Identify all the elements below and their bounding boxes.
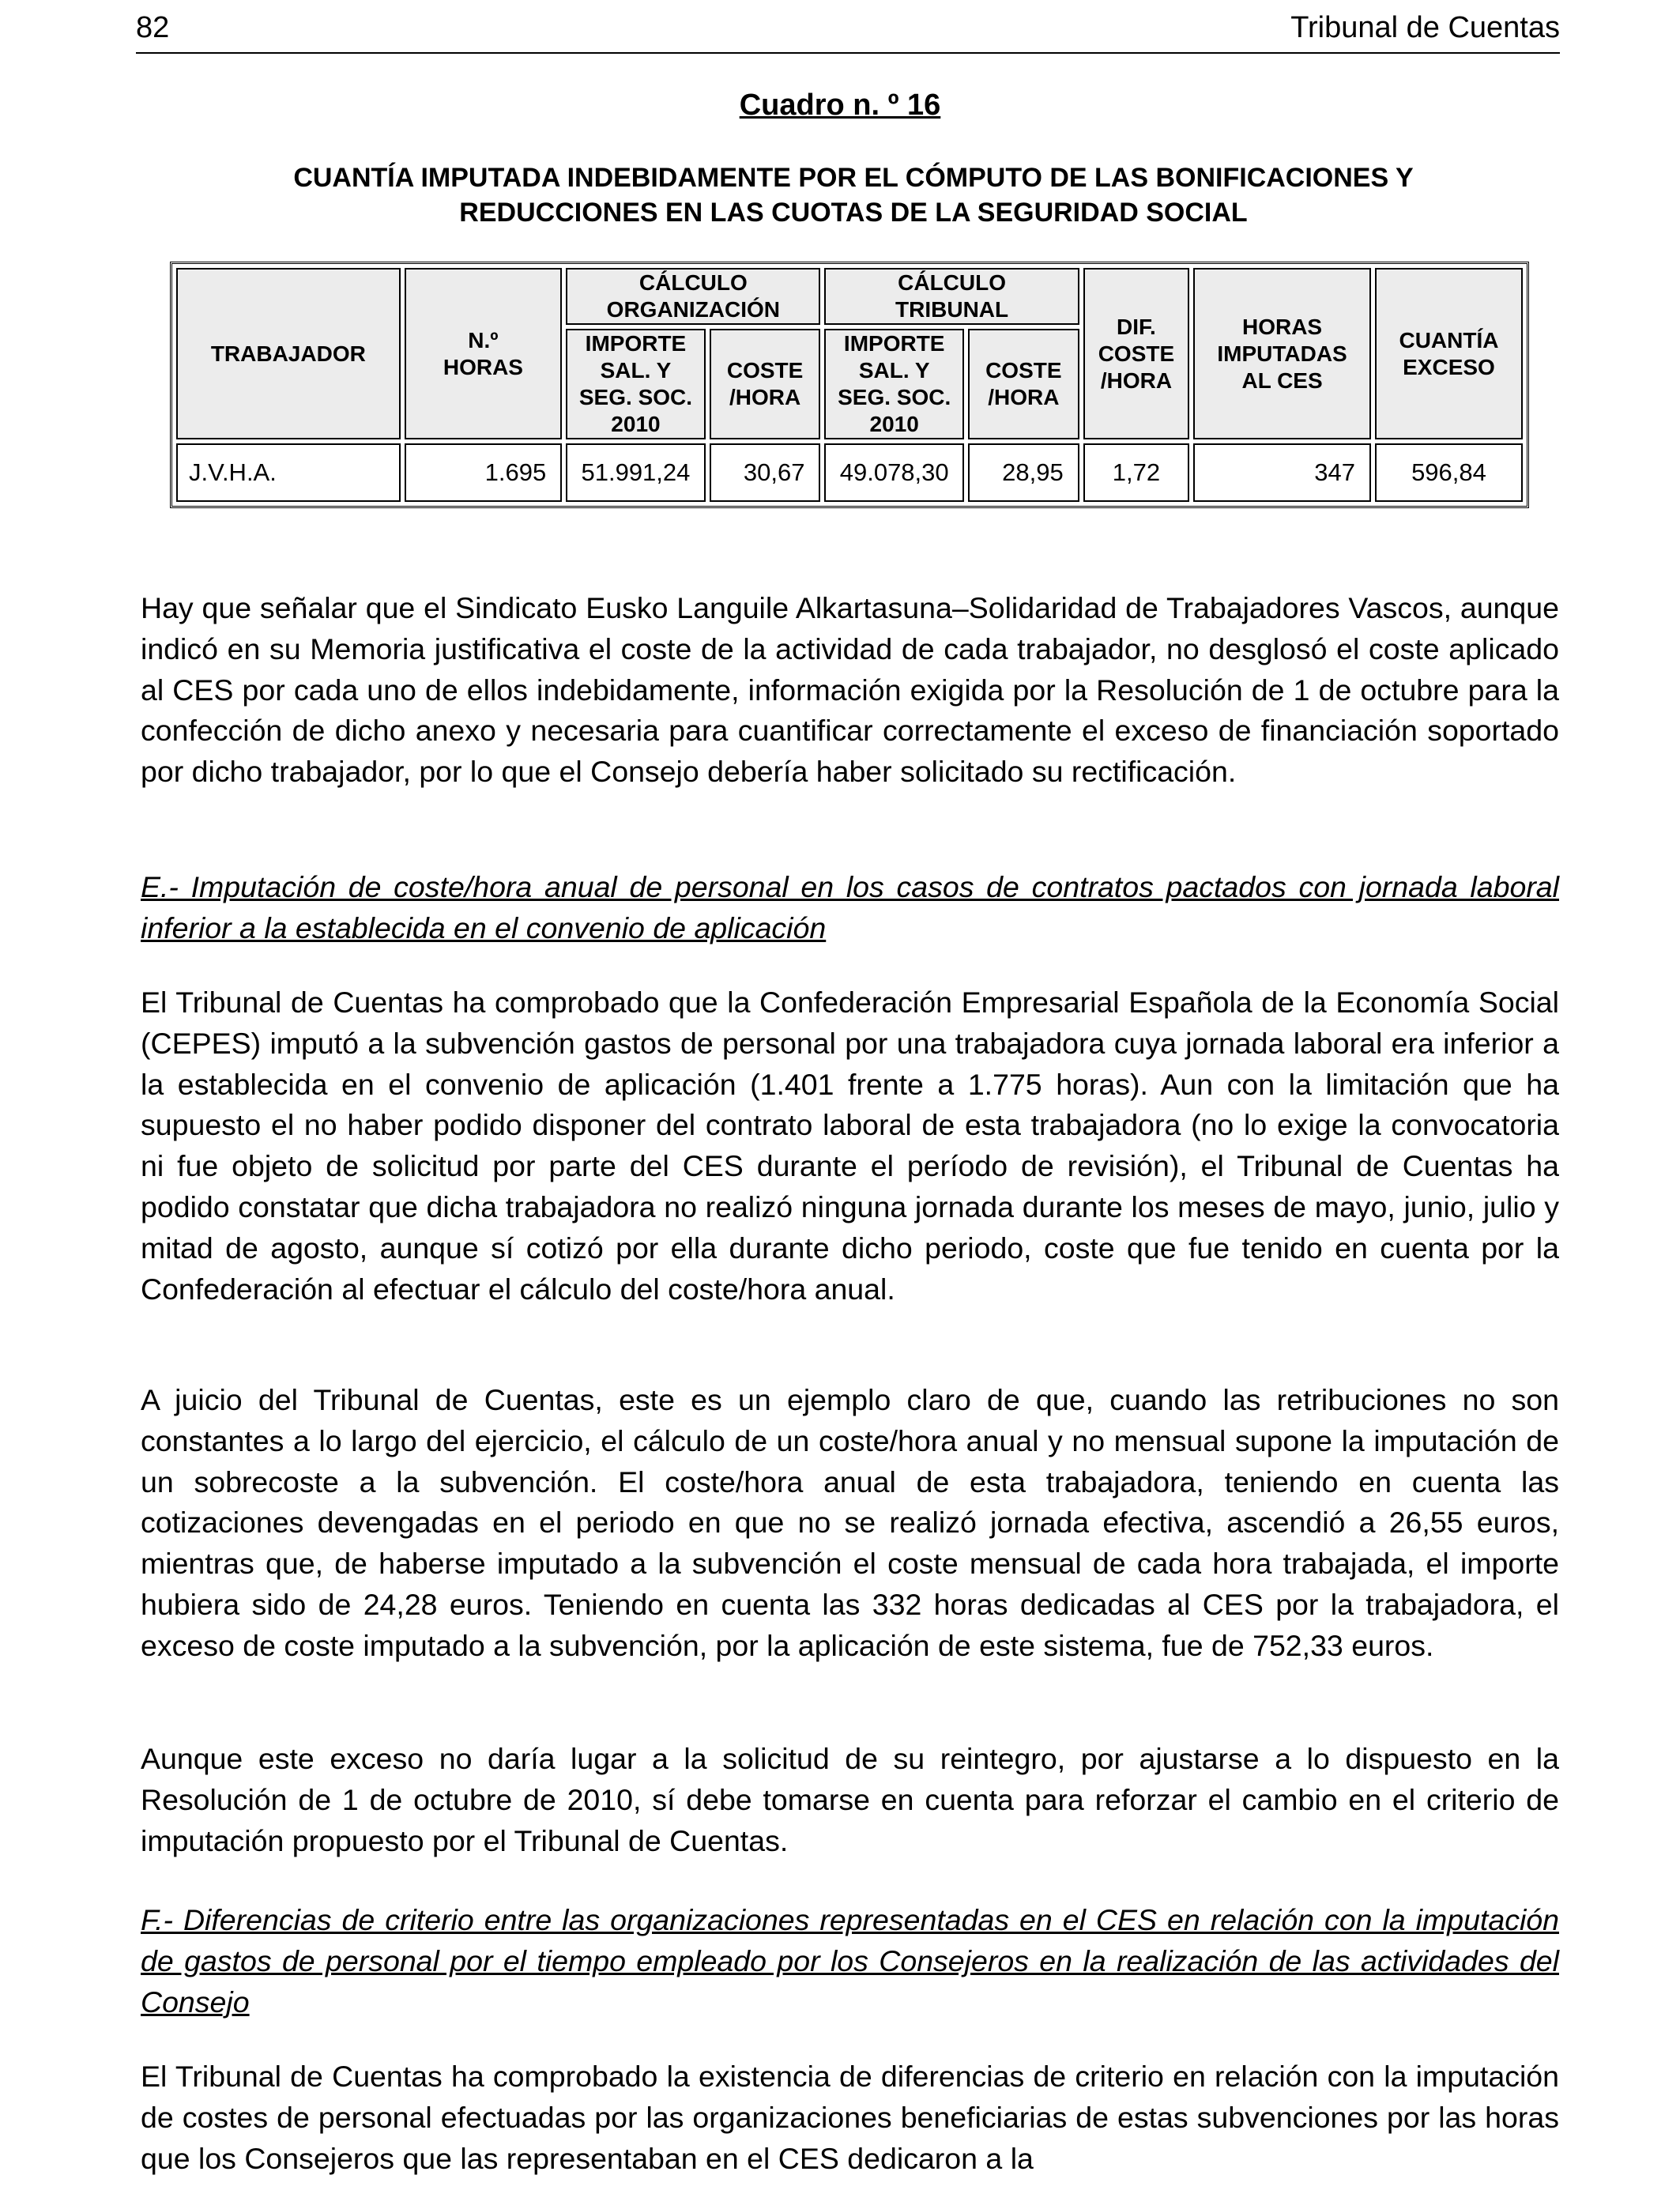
section-e-title: E.- Imputación de coste/hora anual de personal en los casos de contratos pactados con jornada laboral inferior a la establecida en el convenio de aplicación	[141, 870, 1559, 944]
page-number: 82	[136, 11, 170, 44]
cell-horas: 1.695	[405, 443, 563, 502]
data-table	[170, 262, 1529, 508]
page-header	[136, 6, 1560, 54]
section-f-title: F.- Diferencias de criterio entre las organizaciones representadas en el CES en relación con la imputación de gastos de personal por el tiempo empleado por los Consejeros en la realización de las actividades del Consejo	[141, 1903, 1559, 2019]
header-trabajador: TRABAJADOR	[176, 268, 401, 439]
cell-org-coste: 30,67	[710, 443, 821, 502]
cell-trib-coste: 28,95	[968, 443, 1079, 502]
cell-horas-ces: 347	[1193, 443, 1371, 502]
paragraph-3: A juicio del Tribunal de Cuentas, este es un ejemplo claro de que, cuando las retribuciones no son constantes a lo largo del ejercicio, el cálculo de un coste/hora anual y no mensual supone la imputación de un sobrecoste a la subvención. El coste/hora anual de esta trabajadora, teniendo en cuenta las cotizaciones devengadas en el periodo en que no se realizó jornada efectiva, ascendió a 26,55 euros, mientras que, de haberse imputado a la subvención el coste mensual de cada hora trabajada, el importe hubiera sido de 24,28 euros. Teniendo en cuenta las 332 horas dedicadas al CES por la trabajadora, el exceso de coste imputado a la subvención, por la aplicación de este sistema, fue de 752,33 euros.	[141, 1383, 1559, 1662]
header-trib-importe: IMPORTE SAL. Y SEG. SOC. 2010	[824, 329, 963, 439]
paragraph-2: El Tribunal de Cuentas ha comprobado que la Confederación Empresarial Española de la Economía Social (CEPES) imputó a la subvención gastos de personal por una trabajadora cuya jornada laboral era inferior a la establecida en el convenio de aplicación (1.401 frente a 1.775 horas). Aun con la limitación que ha supuesto el no haber podido disponer del contrato laboral de esta trabajadora (no lo exige la convocatoria ni fue objeto de solicitud por parte del CES durante el período de revisión), el Tribunal de Cuentas ha podido constatar que dicha trabajadora no realizó ninguna jornada durante los meses de mayo, junio, julio y mitad de agosto, aunque sí cotizó por ella durante dicho periodo, coste que fue tenido en cuenta por la Confederación al efectuar el cálculo del coste/hora anual.	[141, 986, 1559, 1306]
cell-cuantia: 596,84	[1375, 443, 1523, 502]
header-dif-coste: DIF. COSTE /HORA	[1083, 268, 1189, 439]
table-heading-line-2: REDUCCIONES EN LAS CUOTAS DE LA SEGURIDAD SOCIAL	[459, 198, 1248, 228]
header-horas: N.º HORAS	[405, 268, 563, 439]
cell-org-importe: 51.991,24	[566, 443, 705, 502]
cell-trabajador: J.V.H.A.	[176, 443, 401, 502]
table-row	[176, 443, 1523, 502]
cell-trib-importe: 49.078,30	[824, 443, 963, 502]
publication-title: Tribunal de Cuentas	[1290, 11, 1560, 44]
table-heading-line-1: CUANTÍA IMPUTADA INDEBIDAMENTE POR EL CÓMPUTO DE LAS BONIFICACIONES Y	[293, 163, 1414, 193]
table-heading	[205, 160, 1501, 230]
table-caption: Cuadro n. º 16	[739, 89, 941, 122]
header-org-coste: COSTE /HORA	[710, 329, 821, 439]
paragraph-4: Aunque este exceso no daría lugar a la solicitud de su reintegro, por ajustarse a lo dispuesto en la Resolución de 1 de octubre de 2010, sí debe tomarse en cuenta para reforzar el cambio en el criterio de imputación propuesto por el Tribunal de Cuentas.	[141, 1742, 1559, 1857]
header-horas-imputadas: HORAS IMPUTADAS AL CES	[1193, 268, 1371, 439]
header-trib-coste: COSTE /HORA	[968, 329, 1079, 439]
cell-dif: 1,72	[1083, 443, 1189, 502]
header-calculo-organizacion: CÁLCULO ORGANIZACIÓN	[566, 268, 820, 325]
paragraph-1: Hay que señalar que el Sindicato Eusko Languile Alkartasuna–Solidaridad de Trabajadores Vascos, aunque indicó en su Memoria justificativa el coste de la actividad de cada trabajador, no desglosó el coste aplicado al CES por cada uno de ellos indebidamente, información exigida por la Resolución de 1 de octubre para la confección de dicho anexo y necesaria para cuantificar correctamente el exceso de financiación soportado por dicho trabajador, por lo que el Consejo debería haber solicitado su rectificación.	[141, 591, 1559, 789]
header-calculo-tribunal: CÁLCULO TRIBUNAL	[824, 268, 1079, 325]
header-cuantia-exceso: CUANTÍA EXCESO	[1375, 268, 1523, 439]
paragraph-5: El Tribunal de Cuentas ha comprobado la existencia de diferencias de criterio en relación con la imputación de costes de personal efectuadas por las organizaciones beneficiarias de estas subvenciones por las horas que los Consejeros que las representaban en el CES dedicaron a la	[141, 2060, 1559, 2175]
header-org-importe: IMPORTE SAL. Y SEG. SOC. 2010	[566, 329, 705, 439]
